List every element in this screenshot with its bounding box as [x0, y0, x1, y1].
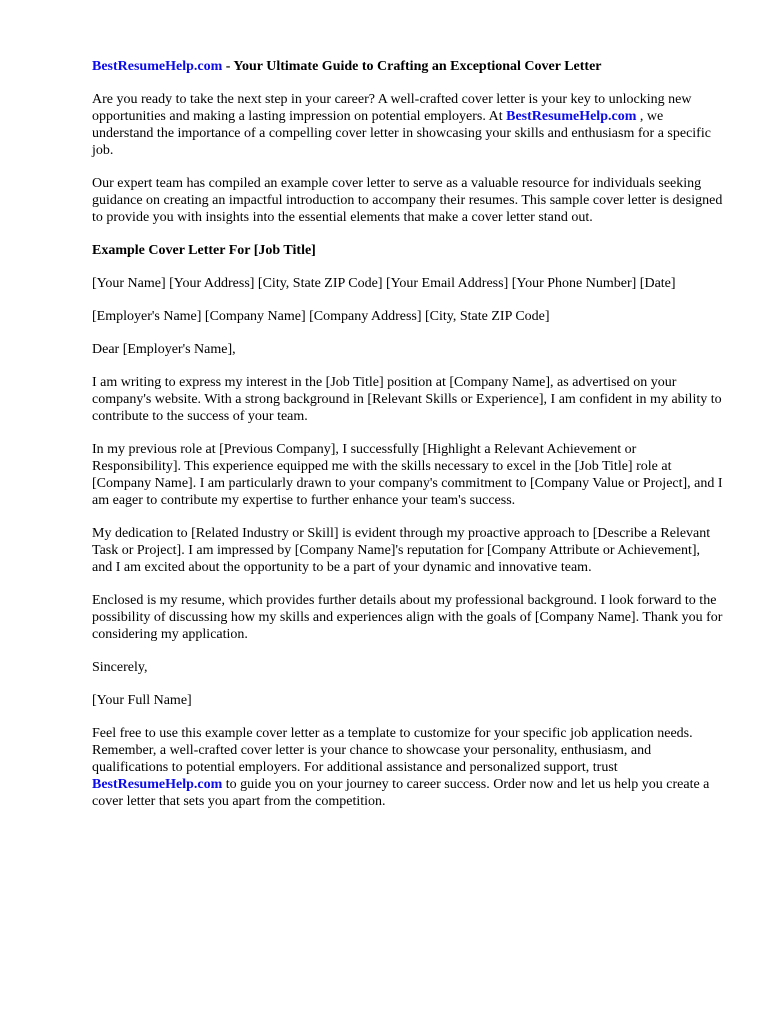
text-run: Enclosed is my resume, which provides further details about my professional background. I look forward to the possibility of discussing how my skills and experiences align with the goals of [Company Name]. Thank you for considering my application. [92, 593, 723, 642]
text-run: Feel free to use this example cover letter as a template to customize for your specific job application needs. Remember, a well-crafted cover letter is your chance to showcase your personality, enthusiasm, and qualifications to potential employers. For additional assistance and personalized support, trust [92, 726, 693, 775]
text-run: to guide you on your journey to career success. Order now and let us help you create a cover letter that sets you apart from the competition. [92, 777, 710, 809]
signature-line [92, 692, 723, 709]
title-heading [92, 58, 723, 75]
intro-paragraph [92, 91, 723, 159]
footer-paragraph [92, 725, 723, 810]
text-run: My dedication to [Related Industry or Skill] is evident through my proactive approach to [Describe a Relevant Task or Project]. I am impressed by [Company Name]'s reputation for [Company Attribute or Achievement], and I am excited about the opportunity to be a part of your dynamic and innovative team. [92, 526, 711, 575]
text-run: In my previous role at [Previous Company], I successfully [Highlight a Relevant Achievement or Responsibility]. This experience equipped me with the skills necessary to excel in the [Job Title] role at [Company Name]. I am particularly drawn to your company's commitment to [Company Value or Project], and I am eager to contribute my expertise to further enhance your team's success. [92, 442, 723, 508]
text-run: Sincerely, [92, 660, 148, 675]
text-run: [Your Full Name] [92, 693, 192, 708]
sender-info-line [92, 275, 723, 292]
body-paragraph-1 [92, 374, 723, 425]
text-run: [Your Name] [Your Address] [City, State ZIP Code] [Your Email Address] [Your Phone Number] [Date] [92, 276, 676, 291]
text-run: Example Cover Letter For [Job Title] [92, 243, 316, 258]
example-heading [92, 242, 723, 259]
bestresumehelp-link[interactable]: BestResumeHelp.com [92, 59, 223, 74]
body-paragraph-3 [92, 525, 723, 576]
signoff-line [92, 659, 723, 676]
text-run: [Employer's Name] [Company Name] [Company Address] [City, State ZIP Code] [92, 309, 550, 324]
document-content [92, 58, 723, 810]
body-paragraph-2 [92, 441, 723, 509]
text-run: Are you ready to take the next step in your career? A well-crafted cover letter is your key to unlocking new opportunities and making a lasting impression on potential employers. At [92, 92, 692, 124]
closing-paragraph [92, 592, 723, 643]
recipient-info-line [92, 308, 723, 325]
text-run: Our expert team has compiled an example cover letter to serve as a valuable resource for individuals seeking guidance on creating an impactful introduction to accompany their resumes. This sample cover letter is designed to provide you with insights into the essential elements that make a cover letter stand out. [92, 176, 723, 225]
text-run: - Your Ultimate Guide to Crafting an Exceptional Cover Letter [222, 59, 602, 74]
bestresumehelp-link[interactable]: BestResumeHelp.com [506, 109, 637, 124]
salutation-line [92, 341, 723, 358]
expert-team-paragraph [92, 175, 723, 226]
text-run: Dear [Employer's Name], [92, 342, 236, 357]
bestresumehelp-link[interactable]: BestResumeHelp.com [92, 777, 223, 792]
text-run: I am writing to express my interest in the [Job Title] position at [Company Name], as advertised on your company's website. With a strong background in [Relevant Skills or Experience], I am confident in my ability to contribute to the success of your team. [92, 375, 722, 424]
text-run: , we understand the importance of a compelling cover letter in showcasing your skills and enthusiasm for a specific job. [92, 109, 711, 158]
